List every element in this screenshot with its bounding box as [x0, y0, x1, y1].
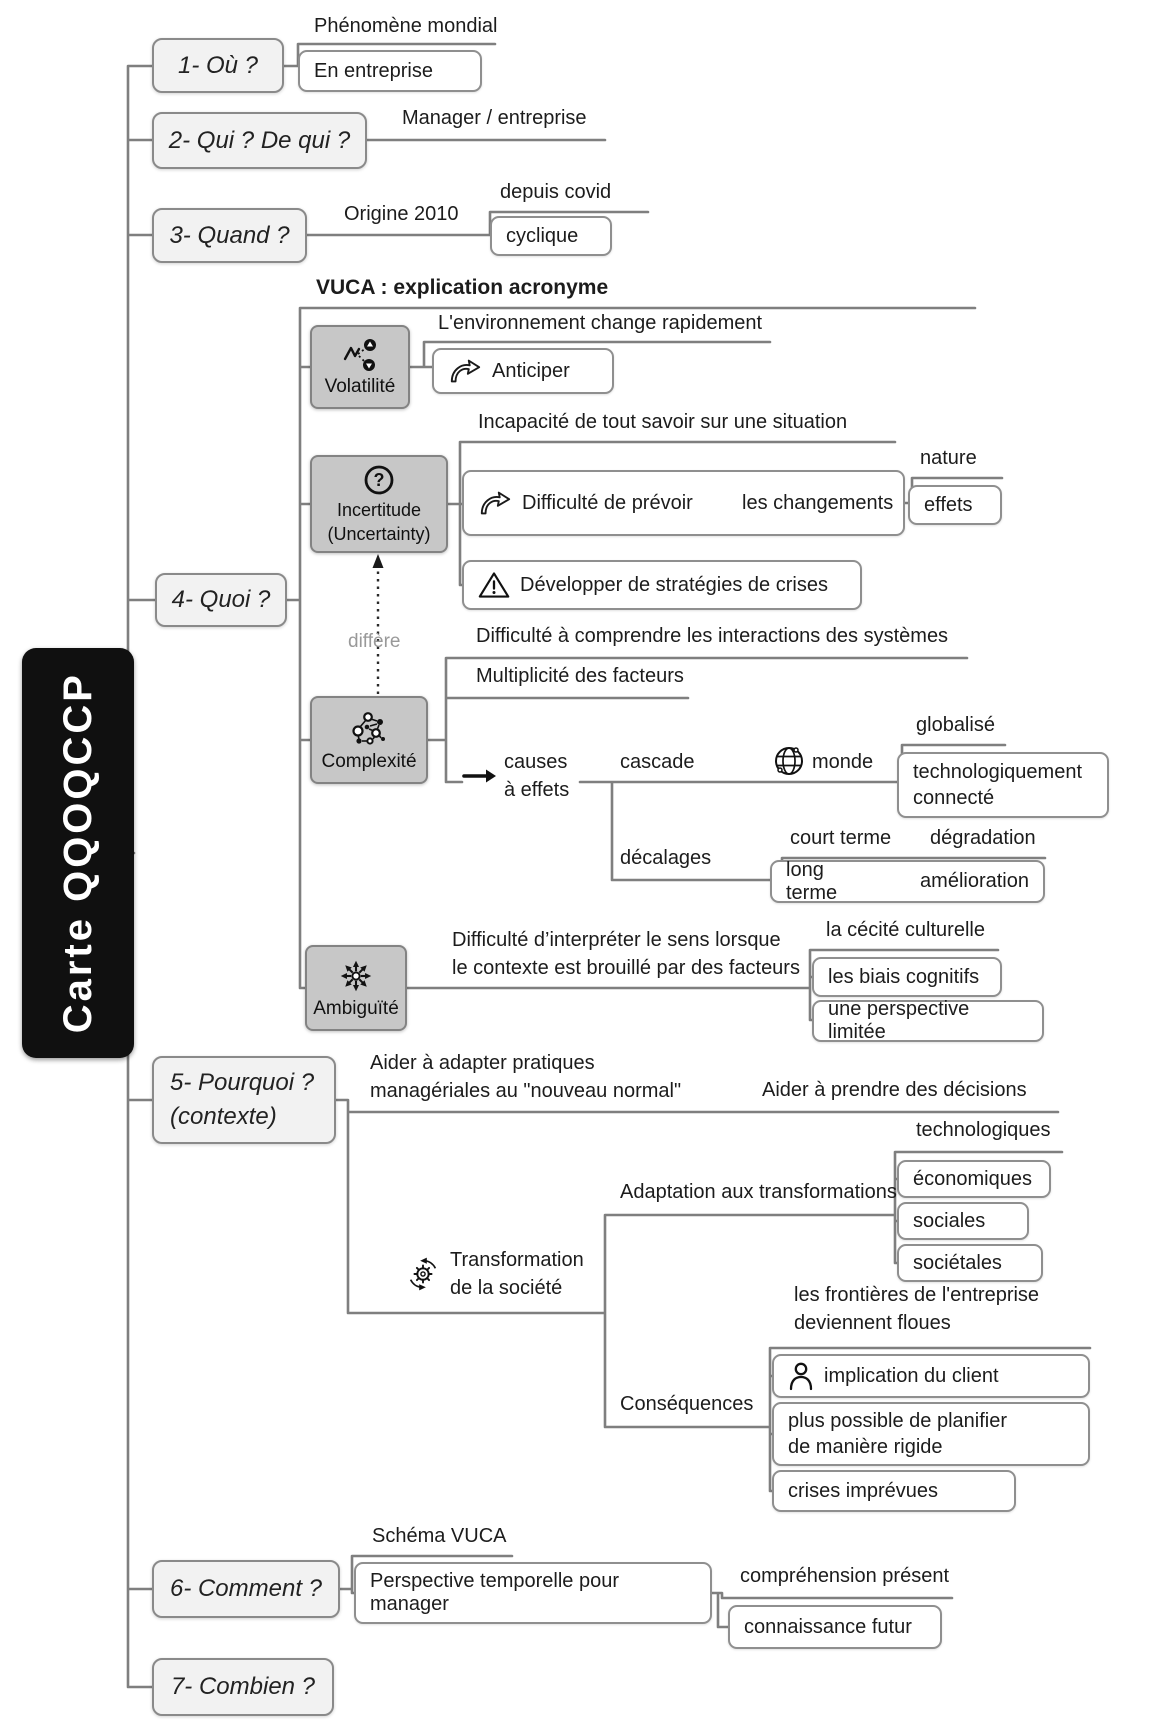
node-connaissance-futur[interactable]: connaissance futur — [728, 1605, 942, 1649]
node-causes[interactable]: causes — [504, 751, 568, 773]
branch-quand[interactable] — [152, 208, 307, 263]
branch-qui-label: 2- Qui ? De qui ? — [168, 126, 351, 154]
anticipate-arrow-icon — [448, 357, 482, 385]
node-schema-vuca[interactable]: Schéma VUCA — [372, 1525, 507, 1547]
node-adapter-pratiques-1[interactable]: Aider à adapter pratiques — [370, 1052, 595, 1074]
node-economiques[interactable]: économiques — [897, 1160, 1051, 1198]
node-vuca-title[interactable]: VUCA : explication acronyme — [316, 276, 609, 299]
node-monde[interactable]: monde — [812, 751, 874, 773]
node-cyclique[interactable]: cyclique — [490, 216, 612, 256]
node-techno-connecte[interactable]: technologiquement connecté — [897, 752, 1109, 818]
branch-combien[interactable] — [152, 1658, 334, 1716]
node-sociales[interactable]: sociales — [897, 1202, 1029, 1240]
node-difficulte-interpreter-1[interactable]: Difficulté d’interpréter le sens lorsque — [452, 929, 781, 951]
cause-effect-icon — [462, 767, 498, 790]
branch-quand-label: 3- Quand ? — [169, 221, 290, 249]
branch-qui[interactable] — [152, 112, 367, 169]
differs-arrow — [373, 554, 384, 694]
question-mark-icon — [362, 463, 396, 497]
node-implication-client[interactable]: implication du client — [772, 1354, 1090, 1398]
node-transformation-1[interactable]: Transformation — [450, 1249, 584, 1271]
node-incertitude[interactable]: ? Incertitude (Uncertainty) — [310, 455, 448, 553]
branch-combien-label: 7- Combien ? — [170, 1673, 316, 1700]
node-manager-entreprise[interactable]: Manager / entreprise — [402, 107, 587, 129]
node-cecite-culturelle[interactable]: la cécité culturelle — [826, 919, 985, 941]
node-prendre-decisions[interactable]: Aider à prendre des décisions — [762, 1079, 1027, 1101]
node-biais-cognitifs[interactable]: les biais cognitifs — [812, 957, 1002, 997]
node-en-entreprise[interactable]: En entreprise — [298, 50, 482, 92]
node-crises-imprevues[interactable]: crises imprévues — [772, 1470, 1016, 1512]
node-perspective-temporelle[interactable]: Perspective temporelle pour manager — [354, 1562, 712, 1624]
node-planifier-rigide[interactable]: plus possible de planifier de manière rigide — [772, 1402, 1090, 1466]
node-strategies-crises[interactable]: Développer de stratégies de crises — [462, 560, 862, 610]
ambiguity-icon — [337, 957, 375, 995]
branch-pourquoi[interactable] — [152, 1056, 336, 1144]
node-anticiper[interactable]: Anticiper — [432, 348, 614, 394]
branch-pourquoi-label2: (contexte) — [170, 1103, 277, 1130]
node-adaptation-transformations[interactable]: Adaptation aux transformations — [620, 1181, 897, 1203]
node-consequences[interactable]: Conséquences — [620, 1393, 754, 1415]
node-a-effets[interactable]: à effets — [504, 779, 570, 801]
node-phenomene-mondial[interactable]: Phénomène mondial — [314, 15, 498, 37]
node-les-changements[interactable]: les changements — [742, 492, 894, 514]
node-effets[interactable]: effets — [908, 485, 1002, 525]
node-decalages[interactable]: décalages — [620, 847, 712, 869]
warning-icon — [478, 570, 510, 600]
branch-quoi-label: 4- Quoi ? — [171, 586, 271, 613]
node-differe: diffère — [348, 631, 401, 652]
node-difficulte-interpreter-2[interactable]: le contexte est brouillé par des facteurs — [452, 957, 800, 979]
branch-ou-label: 1- Où ? — [177, 51, 259, 79]
node-nature[interactable]: nature — [920, 447, 977, 469]
forecast-arrow-icon — [478, 489, 512, 517]
globe-icon — [772, 744, 806, 783]
transformation-icon — [404, 1254, 442, 1299]
svg-text:?: ? — [373, 470, 385, 490]
branch-ou[interactable] — [152, 38, 284, 93]
node-depuis-covid[interactable]: depuis covid — [500, 181, 612, 203]
node-incapacite[interactable]: Incapacité de tout savoir sur une situation — [478, 411, 848, 433]
node-ambiguite[interactable]: Ambiguïté — [305, 945, 407, 1031]
node-cascade[interactable]: cascade — [620, 751, 695, 773]
node-complexite[interactable]: Complexité — [310, 696, 428, 784]
volatility-icon — [342, 337, 378, 373]
node-frontieres-2[interactable]: deviennent floues — [794, 1312, 951, 1334]
node-volatilite[interactable]: Volatilité — [310, 325, 410, 409]
node-frontieres-1[interactable]: les frontières de l'entreprise — [794, 1284, 1040, 1306]
node-environnement[interactable]: L'environnement change rapidement — [438, 312, 763, 334]
branch-comment[interactable] — [152, 1560, 340, 1618]
node-degradation[interactable]: dégradation — [930, 827, 1036, 849]
node-court-terme[interactable]: court terme — [790, 827, 892, 849]
node-transformation-2[interactable]: de la société — [450, 1277, 563, 1299]
root-node[interactable] — [22, 648, 134, 1058]
node-origine-2010[interactable]: Origine 2010 — [344, 203, 459, 225]
node-multiplicite-facteurs[interactable]: Multiplicité des facteurs — [476, 665, 684, 687]
node-interactions-systemes[interactable]: Difficulté à comprendre les interactions des systèmes — [476, 625, 949, 647]
network-icon — [349, 708, 389, 748]
person-icon — [788, 1361, 814, 1391]
node-adapter-pratiques-2[interactable]: managériales au "nouveau normal" — [370, 1080, 682, 1102]
node-technologiques[interactable]: technologiques — [916, 1119, 1051, 1141]
node-perspective-limitee[interactable]: une perspective limitée — [812, 1000, 1044, 1042]
node-difficulte-prevoir[interactable]: Difficulté de prévoir — [462, 470, 905, 536]
branch-pourquoi-label: 5- Pourquoi ? — [170, 1069, 315, 1096]
root-label: Carte QQOQCCP — [55, 672, 100, 1034]
node-long-terme[interactable]: long terme amélioration — [770, 860, 1045, 903]
branch-quoi[interactable] — [155, 573, 287, 627]
branch-comment-label: 6- Comment ? — [169, 1575, 323, 1602]
node-amelioration: amélioration — [920, 870, 1029, 892]
node-comprehension-present[interactable]: compréhension présent — [740, 1565, 950, 1587]
node-societales[interactable]: sociétales — [897, 1244, 1043, 1282]
node-globalise[interactable]: globalisé — [916, 714, 995, 736]
